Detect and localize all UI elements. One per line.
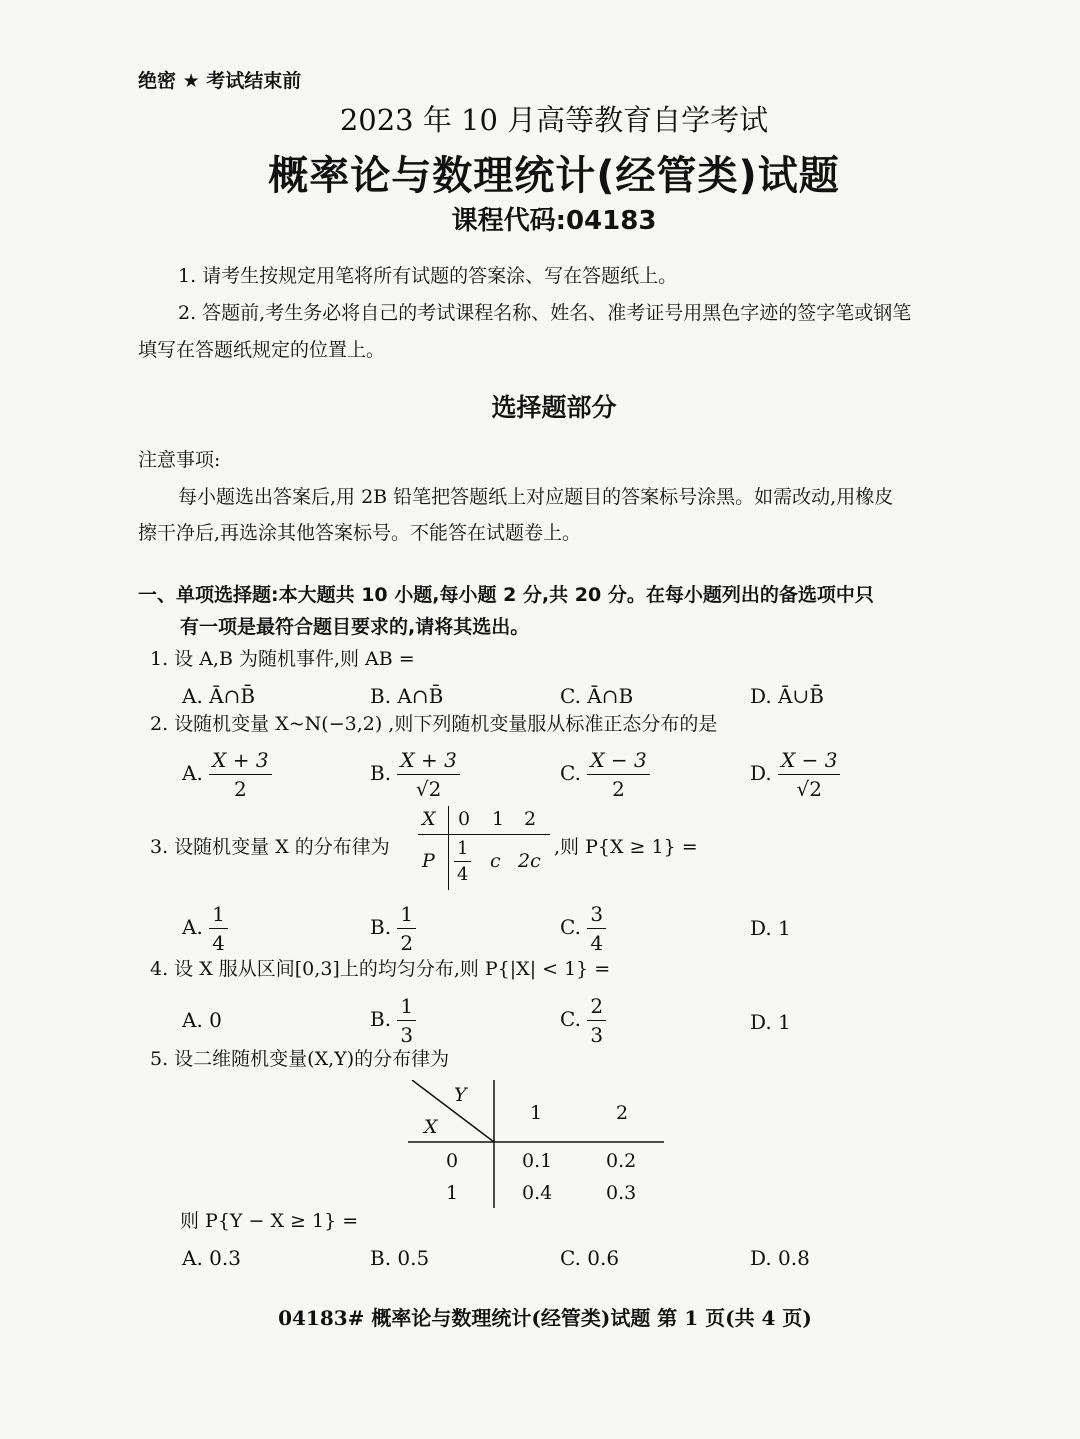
section-title: 选择题部分 bbox=[491, 393, 617, 422]
instruction-1: 1. 请考生按规定用笔将所有试题的答案涂、写在答题纸上。 bbox=[178, 265, 678, 287]
q5-cell-0-0: 0.1 bbox=[522, 1150, 553, 1172]
q2-option-b-frac bbox=[397, 748, 459, 801]
q4-option-c-frac bbox=[587, 994, 606, 1047]
q3-table-vline bbox=[448, 806, 449, 890]
q1-option-c: C. Ā∩B bbox=[560, 684, 634, 708]
q4-option-b bbox=[370, 994, 416, 1047]
frac-den: 4 bbox=[590, 931, 604, 955]
q5-option-d: D. 0.8 bbox=[750, 1246, 810, 1270]
q5-y-label: Y bbox=[454, 1084, 467, 1106]
q3-option-d bbox=[750, 916, 791, 940]
q4-option-d-label: D. bbox=[750, 1010, 772, 1034]
q1-option-b: B. A∩B̄ bbox=[370, 684, 444, 708]
frac-den: 4 bbox=[457, 864, 469, 885]
q4-option-b-label: B. bbox=[370, 1007, 392, 1031]
q4-option-c bbox=[560, 994, 606, 1047]
part1-heading-line1: 一、单项选择题:本大题共 10 小题,每小题 2 分,共 20 分。在每小题列出的备选项中只 bbox=[138, 584, 874, 606]
q3-stem-prefix: 3. 设随机变量 X 的分布律为 bbox=[150, 836, 390, 858]
q2-option-b bbox=[370, 748, 460, 801]
q3-th-1: 1 bbox=[492, 808, 505, 830]
q2-option-c-frac bbox=[587, 748, 649, 801]
course-code: 课程代码:04183 bbox=[451, 206, 657, 236]
q4-option-a-label: A. bbox=[182, 1008, 203, 1032]
q3-option-b-frac bbox=[397, 902, 416, 955]
paper-title: 概率论与数理统计(经管类)试题 bbox=[268, 153, 840, 199]
notice-line1: 每小题选出答案后,用 2B 铅笔把答题纸上对应题目的答案标号涂黑。如需改动,用橡皮 bbox=[178, 486, 894, 508]
q4-option-d bbox=[750, 1010, 791, 1034]
q3-option-b bbox=[370, 902, 416, 955]
q3-option-c-frac bbox=[587, 902, 606, 955]
q3-p2: 2c bbox=[518, 850, 541, 872]
frac-num: X − 3 bbox=[778, 748, 840, 775]
q5-row-0: 0 bbox=[446, 1150, 459, 1172]
frac-den: 3 bbox=[590, 1023, 604, 1047]
q5-x-label: X bbox=[424, 1116, 438, 1138]
q2-option-a-frac bbox=[209, 748, 271, 801]
q2-option-d bbox=[750, 748, 840, 801]
instruction-2-line2: 填写在答题纸规定的位置上。 bbox=[138, 339, 386, 361]
q5-cell-1-1: 0.3 bbox=[606, 1182, 637, 1204]
q5-option-b: B. 0.5 bbox=[370, 1246, 430, 1270]
frac-num: 1 bbox=[397, 902, 416, 929]
q3-th-x: X bbox=[422, 808, 436, 830]
q5-col-2: 2 bbox=[616, 1102, 629, 1124]
frac-num: X − 3 bbox=[587, 748, 649, 775]
q3-option-a bbox=[182, 902, 228, 955]
q5-stem: 5. 设二维随机变量(X,Y)的分布律为 bbox=[150, 1048, 450, 1070]
q5-option-a: A. 0.3 bbox=[182, 1246, 241, 1270]
q3-th-0: 0 bbox=[458, 808, 471, 830]
page-footer: 04183# 概率论与数理统计(经管类)试题 第 1 页(共 4 页) bbox=[278, 1306, 812, 1330]
q2-option-c-label: C. bbox=[560, 761, 581, 785]
q3-option-c-label: C. bbox=[560, 915, 581, 939]
notice-line2: 擦干净后,再选涂其他答案标号。不能答在试题卷上。 bbox=[138, 522, 582, 544]
q3-p0-frac bbox=[454, 838, 471, 885]
q3-option-a-frac bbox=[209, 902, 228, 955]
q3-th-2: 2 bbox=[524, 808, 537, 830]
frac-num: X + 3 bbox=[209, 748, 271, 775]
q3-option-d-value: 1 bbox=[778, 916, 791, 940]
q3-row-p: P bbox=[422, 850, 435, 872]
q4-option-c-label: C. bbox=[560, 1007, 581, 1031]
q4-option-b-frac bbox=[397, 994, 416, 1047]
q1-option-d: D. Ā∪B̄ bbox=[750, 684, 824, 708]
q1-option-a: A. Ā∩B̄ bbox=[182, 684, 256, 708]
q2-option-d-label: D. bbox=[750, 761, 772, 785]
frac-den: 2 bbox=[234, 777, 247, 801]
q3-table-hline bbox=[418, 834, 550, 835]
q5-option-c: C. 0.6 bbox=[560, 1246, 620, 1270]
q2-option-a bbox=[182, 748, 272, 801]
q5-row-1: 1 bbox=[446, 1182, 459, 1204]
q4-stem: 4. 设 X 服从区间[0,3]上的均匀分布,则 P{|X| < 1} = bbox=[150, 958, 611, 980]
frac-num: 1 bbox=[454, 838, 471, 862]
frac-num: 1 bbox=[397, 994, 416, 1021]
q2-stem: 2. 设随机变量 X~N(−3,2) ,则下列随机变量服从标准正态分布的是 bbox=[150, 713, 718, 735]
q4-option-a bbox=[182, 1008, 222, 1032]
q3-option-b-label: B. bbox=[370, 915, 392, 939]
frac-den: 2 bbox=[612, 777, 625, 801]
q2-option-d-frac bbox=[778, 748, 840, 801]
q5-cell-1-0: 0.4 bbox=[522, 1182, 553, 1204]
q5-col-1: 1 bbox=[530, 1102, 543, 1124]
q3-distribution-table bbox=[418, 806, 558, 890]
q3-option-a-label: A. bbox=[182, 915, 203, 939]
frac-den: 4 bbox=[212, 931, 225, 955]
frac-num: X + 3 bbox=[397, 748, 459, 775]
q1-stem: 1. 设 A,B 为随机事件,则 AB = bbox=[150, 648, 415, 670]
q3-p1: c bbox=[490, 850, 501, 872]
secret-label: 绝密 ★ 考试结束前 bbox=[138, 70, 302, 92]
exam-title: 2023 年 10 月高等教育自学考试 bbox=[339, 103, 769, 137]
q2-option-c bbox=[560, 748, 650, 801]
q5-question: 则 P{Y − X ≥ 1} = bbox=[180, 1210, 359, 1232]
q3-option-d-label: D. bbox=[750, 916, 772, 940]
frac-num: 3 bbox=[587, 902, 606, 929]
q3-option-c bbox=[560, 902, 606, 955]
q5-cell-0-1: 0.2 bbox=[606, 1150, 637, 1172]
q4-option-d-value: 1 bbox=[778, 1010, 791, 1034]
frac-den: 2 bbox=[400, 931, 414, 955]
q5-joint-distribution-table bbox=[408, 1080, 668, 1210]
q4-option-a-value: 0 bbox=[209, 1008, 222, 1032]
frac-den: √2 bbox=[415, 777, 442, 801]
q3-stem-suffix: ,则 P{X ≥ 1} = bbox=[554, 836, 698, 858]
frac-num: 2 bbox=[587, 994, 606, 1021]
frac-den: √2 bbox=[796, 777, 822, 801]
frac-den: 3 bbox=[400, 1023, 414, 1047]
q2-option-a-label: A. bbox=[182, 761, 203, 785]
q2-option-b-label: B. bbox=[370, 761, 392, 785]
notice-label: 注意事项: bbox=[138, 449, 221, 471]
instruction-2-line1: 2. 答题前,考生务必将自己的考试课程名称、姓名、准考证号用黑色字迹的签字笔或钢笔 bbox=[178, 302, 912, 324]
frac-num: 1 bbox=[209, 902, 228, 929]
part1-heading-line2: 有一项是最符合题目要求的,请将其选出。 bbox=[180, 616, 530, 638]
